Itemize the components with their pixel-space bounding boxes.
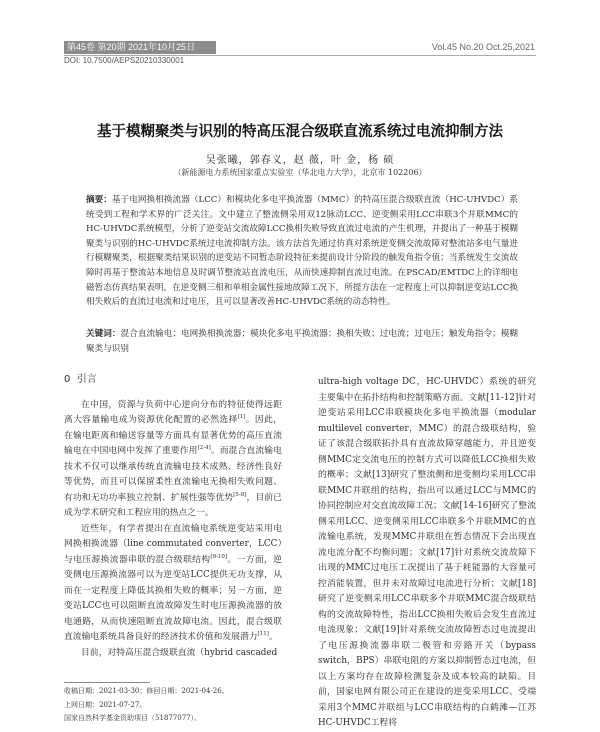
citation[interactable]: [1] [237, 414, 246, 421]
journal-issue-info: 第45卷 第20期 2021年10月25日 [67, 42, 196, 52]
abstract-label: 摘要： [86, 195, 112, 205]
citation[interactable]: [11] [257, 631, 269, 638]
paragraph: 在中国，资源与负荷中心逆向分布的特征使得远距离大容量输电成为资源优化配置的必然选择[1]。因此，在输电距离和输送容量等方面具有显著优势的高压直流输电在中国电网中发挥了重要作用[2-4]。而混合直流输电技术不仅可以继承传统直流输电技术成熟、经济性良好等优势，而且可以保留柔性直流输电无换相失败问题、有功和无功功率独立控制、扩展性强等优势[5-8]，目前已成为学术研究和工程应用的热点之一。 [64, 399, 282, 518]
footnotes [64, 685, 294, 726]
keywords-label: 关键词： [86, 329, 121, 339]
footnote-divider [64, 682, 150, 683]
keywords [86, 327, 518, 356]
doi[interactable]: DOI: 10.7500/AEPS20210330001 [64, 56, 185, 65]
citation[interactable]: [2-4] [197, 445, 211, 452]
section-title: 引言 [76, 374, 97, 385]
paragraph: 近些年，有学者提出在直流输电系统逆变站采用电网换相换流器（line commutated converter，LCC）与电压源换流器串联的混合级联结构[9-10]。一方面，逆变侧电压源换流器可以为逆变站LCC提供无功支撑，从而在一定程度上降低其换相失败的概率；另一方面，逆变站LCC也可以阻断直流故障发生时电压源换流器的放电通路，从而快速阻断直流故障电流。因此，混合级联直流输电系统具备良好的经济技术价值和发展潜力[11]。 [64, 523, 282, 642]
citation[interactable]: [9-10] [210, 553, 228, 560]
journal-issue-info-en: Vol.45 No.20 Oct.25,2021 [431, 42, 535, 52]
section-number: 0 [64, 374, 71, 385]
paragraph: 目前，对特高压混合级联直流（hybrid cascaded [81, 647, 278, 658]
body-column-left [64, 372, 282, 661]
paragraph: ultra-high voltage DC，HC-UHVDC）系统的研究主要集中在拓扑结构和控制策略方面。文献[11-12]针对逆变站采用LCC串联模块化多电平换流器（modular multilevel converter，MMC）的混合级联结构，验证了该混合级联拓扑具有直流故障穿越能力，并且逆变侧MMC定交流电压的控制方式可以降低LCC换相失败的概率；文献[13]研究了整流侧和逆变侧均采用LCC串联MMC并联组的结构，指出可以通过LCC与MMC的协同控制应对交直流故障工况；文献[14-16]研究了整流侧采用LCC、逆变侧采用LCC串联多个并联MMC的直流输电系统，发现MMC并联组在暂态情况下会出现直流电流分配不均衡问题；文献[17]针对系统交流故障下出现的MMC过电压工况提出了基于耗能器的大容量可控消能装置，但并未对故障过电流进行分析；文献[18]研究了逆变侧采用LCC串联多个并联MMC混合级联结构的交流故障特性，指出LCC换相失败后会发生直流过电流现象；文献[19]针对系统交流故障暂态过电流提出了电压源换流器串联二极管和旁路开关（bypass switch，BPS）串联电阻的方案以抑制暂态过电流，但以上方案均存在故障检测复杂及成本较高的缺陷。目前，国家电网有限公司正在建设的逆变采用LCC、受端采用3个MMC并联组与LCC串联结构的白鹤滩—江苏HC-UHVDC工程将 [318, 377, 536, 728]
online-date: 上网日期：2021-07-27。 [64, 700, 147, 709]
body-column-right [318, 375, 536, 732]
affiliation: （新能源电力系统国家重点实验室（华北电力大学），北京市 102206） [173, 168, 427, 177]
section-heading [64, 372, 282, 388]
citation[interactable]: [5-8] [233, 491, 247, 498]
keywords-text: 混合直流输电；电网换相换流器；模块化多电平换流器；换相失败；过电流；过电压；触发角指令；模糊聚类与识别 [86, 329, 518, 354]
received-date: 收稿日期：2021-03-30；修回日期：2021-04-26。 [64, 687, 229, 695]
abstract [86, 193, 518, 310]
funding-note: 国家自然科学基金资助项目（51877077）。 [64, 714, 202, 722]
abstract-text: 基于电网换相换流器（LCC）和模块化多电平换流器（MMC）的特高压混合级联直流（HC-UHVDC）系统受到工程和学术界的广泛关注。文中建立了整流侧采用双12脉动LCC、逆变侧采用LCC串联3个并联MMC的HC-UHVDC系统模型，分析了逆变站交流故障LCC换相失败导致直流过电流的产生机理，并提出了一种基于模糊聚类与识别的HC-UHVDC系统过电流抑制方法。该方法首先通过仿真对系统逆变侧交流故障对整流站多电气量进行模糊聚类，根据聚类结果识别的逆变站不同暂态阶段特征来提前设计分阶段的触发角指令值；当系统发生交流故障时再基于整流站本地信息及时调节整流站直流电压，从而快速抑制直流过电流。在PSCAD/EMTDC上的详细电磁暂态仿真结果表明，在逆变侧三相和单相金属性接地故障工况下，所提方法在一定程度上可以抑制逆变站LCC换相失败后的直流过电流和过电压，且可以显著改善HC-UHVDC系统的动态特性。 [86, 195, 518, 308]
paper-title: 基于模糊聚类与识别的特高压混合级联直流系统过电流抑制方法 [97, 124, 503, 140]
author-list: 吴张曦，郭春义，赵 薇，叶 金，杨 硕 [205, 155, 395, 166]
